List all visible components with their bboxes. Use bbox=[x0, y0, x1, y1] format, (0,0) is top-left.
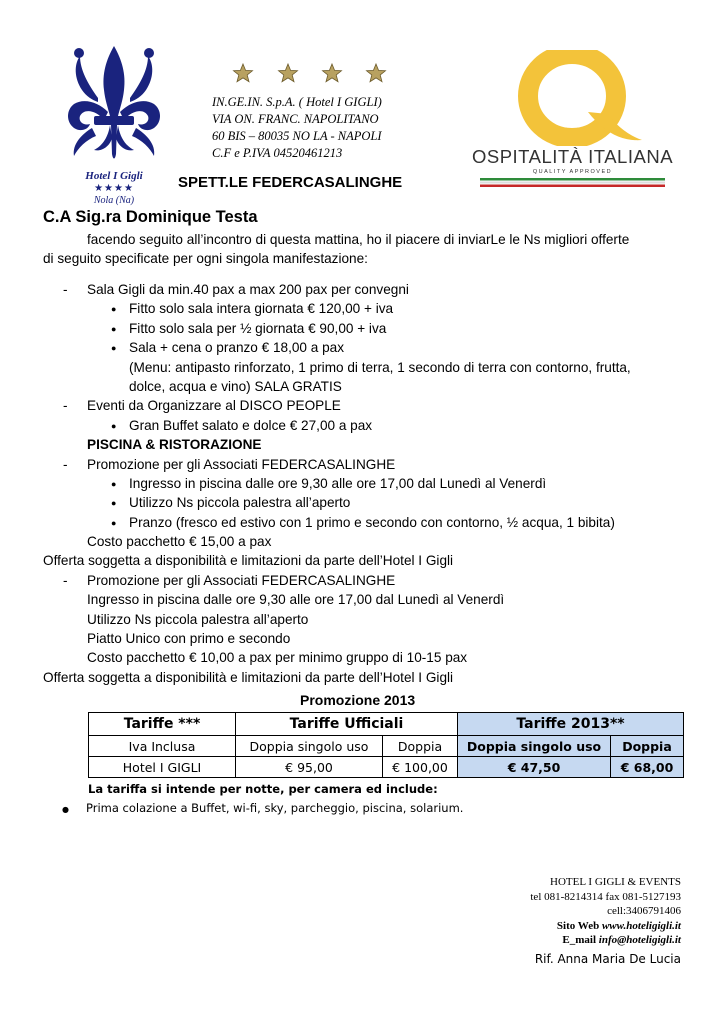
table-header-cell: Tariffe *** bbox=[89, 713, 236, 736]
list-item: - Eventi da Organizzare al DISCO PEOPLE bbox=[63, 398, 341, 414]
list-subitem: ● Pranzo (fresco ed estivo con 1 primo e secondo con contorno, ½ acqua, 1 bibita) bbox=[111, 514, 615, 530]
list-item: - Promozione per gli Associati FEDERCASALINGHE bbox=[63, 572, 396, 588]
recipient: SPETT.LE FEDERCASALINGHE bbox=[178, 174, 403, 191]
star-icon bbox=[234, 64, 253, 82]
hotel-logo bbox=[58, 42, 170, 222]
table-header-cell: Tariffe 2013** bbox=[458, 713, 684, 736]
intro-paragraph bbox=[43, 230, 683, 269]
list-subitem: ● Gran Buffet salato e dolce € 27,00 a pax bbox=[111, 417, 373, 433]
list-continuation: Ingresso in piscina dalle ore 9,30 alle ore 17,00 dal Lunedì al Venerdì bbox=[87, 592, 505, 608]
promo-title: Promozione 2013 bbox=[300, 692, 416, 708]
company-info bbox=[212, 94, 432, 162]
table-cell: Iva Inclusa bbox=[89, 736, 236, 757]
logo-city: Nola (Na) bbox=[93, 195, 135, 206]
website-link[interactable]: www.hoteligigli.it bbox=[601, 919, 681, 932]
star-icon bbox=[279, 64, 298, 82]
table-cell: € 47,50 bbox=[458, 757, 611, 778]
company-line: 60 BIS – 80035 NO LA - NAPOLI bbox=[212, 129, 382, 143]
table-row bbox=[89, 736, 684, 757]
ospitalita-italiana-logo bbox=[470, 50, 675, 195]
logo-stars: ★★★★ bbox=[94, 183, 134, 194]
footer-line: tel 081-8214314 fax 081-5127193 bbox=[530, 890, 681, 903]
list-item: - Sala Gigli da min.40 pax a max 200 pax per convegni bbox=[63, 282, 409, 297]
list-item: - Promozione per gli Associati FEDERCASALINGHE bbox=[63, 456, 396, 472]
list-continuation: Piatto Unico con primo e secondo bbox=[87, 631, 291, 647]
list-subitem: ● Fitto solo sala per ½ giornata € 90,00 + iva bbox=[111, 320, 387, 336]
table-cell: Doppia singolo uso bbox=[458, 736, 611, 757]
logo-right-tagline: QUALITY APPROVED bbox=[532, 169, 613, 175]
table-cell: € 100,00 bbox=[383, 757, 458, 778]
list-subitem: ● Utilizzo Ns piccola palestra all’aperto bbox=[111, 495, 351, 511]
list-subitem: ● Ingresso in piscina dalle ore 9,30 alle ore 17,00 dal Lunedì al Venerdì bbox=[111, 475, 547, 491]
table-header-row bbox=[89, 713, 684, 736]
table-cell: Doppia bbox=[383, 736, 458, 757]
company-line: IN.GE.IN. S.p.A. ( Hotel I GIGLI) bbox=[212, 95, 382, 109]
intro-line: di seguito specificate per ogni singola manifestazione: bbox=[43, 251, 368, 267]
list-subitem: ● Fitto solo sala intera giornata € 120,00 + iva bbox=[111, 301, 394, 317]
footer-line: HOTEL I GIGLI & EVENTS bbox=[550, 876, 681, 888]
list-continuation: dolce, acqua e vino) SALA GRATIS bbox=[129, 378, 342, 394]
star-icon bbox=[367, 64, 386, 82]
table-cell: Doppia bbox=[611, 736, 684, 757]
company-line: C.F e P.IVA 04520461213 bbox=[212, 146, 343, 160]
rating-stars bbox=[232, 62, 392, 84]
offer-disclaimer: Offerta soggetta a disponibilità e limitazioni da parte dell’Hotel I Gigli bbox=[43, 669, 454, 685]
quality-q-icon bbox=[470, 50, 675, 146]
table-cell: Doppia singolo uso bbox=[236, 736, 383, 757]
list-continuation: Costo pacchetto € 15,00 a pax bbox=[87, 534, 272, 550]
table-cell: € 68,00 bbox=[611, 757, 684, 778]
offers-list bbox=[43, 280, 693, 687]
logo-hotel-name: Hotel I Gigli bbox=[85, 170, 143, 182]
table-header-cell: Tariffe Ufficiali bbox=[236, 713, 458, 736]
fleur-de-lis-icon bbox=[58, 42, 170, 170]
table-cell: Hotel I GIGLI bbox=[89, 757, 236, 778]
star-icon bbox=[323, 64, 342, 82]
list-continuation: Costo pacchetto € 10,00 a pax per minimo gruppo di 10-15 pax bbox=[87, 650, 468, 666]
footer-reference: Rif. Anna Maria De Lucia bbox=[534, 951, 681, 966]
rate-note: La tariffa si intende per notte, per camera ed include: bbox=[88, 782, 438, 796]
table-cell: € 95,00 bbox=[236, 757, 383, 778]
footer-contacts bbox=[530, 875, 681, 967]
attention-line: C.A Sig.ra Dominique Testa bbox=[43, 208, 258, 226]
email-link[interactable]: info@hoteligigli.it bbox=[598, 934, 681, 946]
italian-flag-stripes bbox=[480, 178, 665, 188]
footer-email: E_mail info@hoteligigli.it bbox=[562, 934, 681, 946]
offer-disclaimer: Offerta soggetta a disponibilità e limitazioni da parte dell’Hotel I Gigli bbox=[43, 553, 454, 569]
list-subitem: ● Sala + cena o pranzo € 18,00 a pax bbox=[111, 340, 345, 356]
company-line: VIA ON. FRANC. NAPOLITANO bbox=[212, 112, 379, 126]
list-continuation: Utilizzo Ns piccola palestra all’aperto bbox=[87, 611, 309, 627]
footer-web: Sito Web www.hoteligigli.it bbox=[556, 919, 681, 932]
table-row bbox=[89, 757, 684, 778]
logo-right-name: OSPITALITÀ ITALIANA bbox=[471, 146, 674, 167]
intro-line: facendo seguito all’incontro di questa mattina, ho il piacere di inviarLe le Ns migliori offerte bbox=[87, 232, 630, 247]
footer-line: cell:3406791406 bbox=[607, 905, 681, 917]
list-continuation: (Menu: antipasto rinforzato, 1 primo di terra, 1 secondo di terra con contorno, frutta, bbox=[129, 359, 631, 375]
rates-table bbox=[88, 712, 684, 778]
section-heading: PISCINA & RISTORAZIONE bbox=[87, 437, 262, 453]
